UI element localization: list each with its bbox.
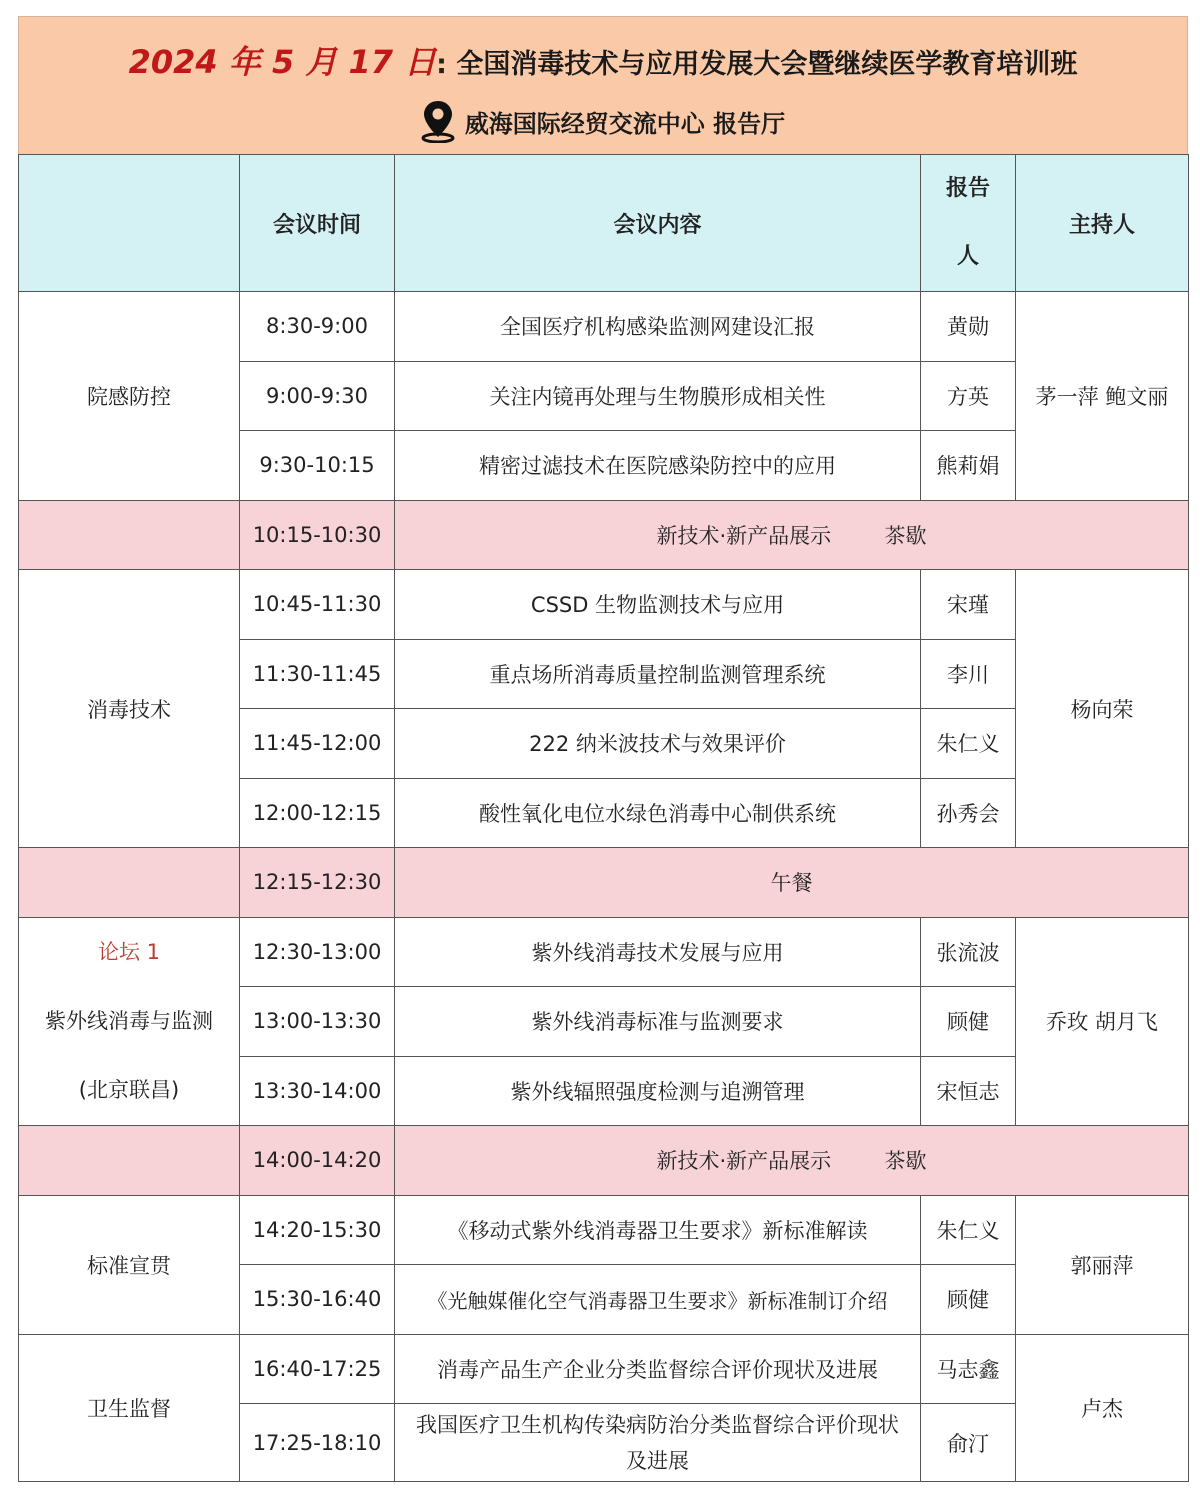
conference-title: 全国消毒技术与应用发展大会暨继续医学教育培训班: [456, 49, 1078, 80]
time-cell: 11:30-11:45: [240, 639, 395, 709]
session-cell: 消毒技术: [19, 570, 240, 848]
break-session-cell: [19, 848, 240, 918]
time-cell: 9:00-9:30: [240, 361, 395, 431]
reporter-cell: 俞汀: [921, 1404, 1016, 1482]
session-cell: 院感防控: [19, 292, 240, 501]
time-cell: 15:30-16:40: [240, 1265, 395, 1335]
location-pin-icon: [421, 99, 455, 143]
forum-sponsor: (北京联昌): [78, 1077, 180, 1102]
reporter-cell: 李川: [921, 639, 1016, 709]
break-content-cell: 新技术·新产品展示 茶歇: [395, 500, 1189, 570]
content-cell: 全国医疗机构感染监测网建设汇报: [395, 292, 921, 362]
title-colon: :: [436, 49, 447, 80]
break-row: [19, 848, 1189, 918]
session-cell: 卫生监督: [19, 1334, 240, 1482]
header-content: 会议内容: [395, 155, 921, 292]
host-cell: 茅一萍 鲍文丽: [1016, 292, 1189, 501]
reporter-cell: 顾健: [921, 1265, 1016, 1335]
reporter-cell: 顾健: [921, 987, 1016, 1057]
page-title: [19, 17, 1187, 83]
reporter-cell: 方英: [921, 361, 1016, 431]
content-cell: 消毒产品生产企业分类监督综合评价现状及进展: [395, 1334, 921, 1404]
reporter-cell: 熊莉娟: [921, 431, 1016, 501]
content-cell: 精密过滤技术在医院感染防控中的应用: [395, 431, 921, 501]
table-row: [19, 1334, 1189, 1404]
time-cell: 11:45-12:00: [240, 709, 395, 779]
time-cell: 8:30-9:00: [240, 292, 395, 362]
break-session-cell: [19, 500, 240, 570]
table-row: [19, 570, 1189, 640]
content-cell: 222 纳米波技术与效果评价: [395, 709, 921, 779]
schedule-sheet: [18, 16, 1188, 1482]
forum-label: 论坛 1: [97, 939, 161, 964]
time-cell: 9:30-10:15: [240, 431, 395, 501]
table-header-row: [19, 155, 1189, 292]
venue-line: [19, 99, 1187, 143]
header-session: [19, 155, 240, 292]
content-cell: 紫外线辐照强度检测与追溯管理: [395, 1056, 921, 1126]
time-cell: 13:30-14:00: [240, 1056, 395, 1126]
break-row: [19, 500, 1189, 570]
host-cell: 乔玫 胡月飞: [1016, 917, 1189, 1126]
break-row: [19, 1126, 1189, 1196]
table-row: [19, 1195, 1189, 1265]
content-cell: 紫外线消毒技术发展与应用: [395, 917, 921, 987]
content-cell: 《移动式紫外线消毒器卫生要求》新标准解读: [395, 1195, 921, 1265]
host-cell: 郭丽萍: [1016, 1195, 1189, 1334]
time-cell: 13:00-13:30: [240, 987, 395, 1057]
venue-text: 威海国际经贸交流中心 报告厅: [464, 109, 786, 138]
content-cell: 关注内镜再处理与生物膜形成相关性: [395, 361, 921, 431]
header-reporter: 报告 人: [921, 155, 1016, 292]
forum-topic: 紫外线消毒与监测: [45, 1008, 213, 1033]
table-row: [19, 917, 1189, 987]
content-cell: 《光触媒催化空气消毒器卫生要求》新标准制订介绍: [395, 1265, 921, 1335]
reporter-cell: 宋恒志: [921, 1056, 1016, 1126]
forum-session-cell: [19, 917, 240, 1126]
break-session-cell: [19, 1126, 240, 1196]
time-cell: 10:45-11:30: [240, 570, 395, 640]
time-cell: 14:20-15:30: [240, 1195, 395, 1265]
header-host: 主持人: [1016, 155, 1189, 292]
break-content-cell: 午餐: [395, 848, 1189, 918]
reporter-cell: 朱仁义: [921, 709, 1016, 779]
content-cell: 重点场所消毒质量控制监测管理系统: [395, 639, 921, 709]
schedule-table: [18, 154, 1189, 1482]
host-cell: 杨向荣: [1016, 570, 1189, 848]
content-cell: 紫外线消毒标准与监测要求: [395, 987, 921, 1057]
table-row: [19, 292, 1189, 362]
content-cell: 酸性氧化电位水绿色消毒中心制供系统: [395, 778, 921, 848]
header-time: 会议时间: [240, 155, 395, 292]
time-cell: 12:30-13:00: [240, 917, 395, 987]
time-cell: 16:40-17:25: [240, 1334, 395, 1404]
reporter-cell: 孙秀会: [921, 778, 1016, 848]
host-cell: 卢杰: [1016, 1334, 1189, 1482]
conference-date: 2024 年 5 月 17 日: [128, 43, 437, 81]
reporter-cell: 马志鑫: [921, 1334, 1016, 1404]
break-time-cell: 14:00-14:20: [240, 1126, 395, 1196]
reporter-cell: 黄勋: [921, 292, 1016, 362]
content-cell: CSSD 生物监测技术与应用: [395, 570, 921, 640]
reporter-cell: 宋瑾: [921, 570, 1016, 640]
title-banner: [18, 16, 1188, 154]
time-cell: 12:00-12:15: [240, 778, 395, 848]
reporter-cell: 张流波: [921, 917, 1016, 987]
time-cell: 17:25-18:10: [240, 1404, 395, 1482]
break-time-cell: 12:15-12:30: [240, 848, 395, 918]
content-cell: 我国医疗卫生机构传染病防治分类监督综合评价现状及进展: [395, 1404, 921, 1482]
break-time-cell: 10:15-10:30: [240, 500, 395, 570]
session-cell: 标准宣贯: [19, 1195, 240, 1334]
reporter-cell: 朱仁义: [921, 1195, 1016, 1265]
break-content-cell: 新技术·新产品展示 茶歇: [395, 1126, 1189, 1196]
